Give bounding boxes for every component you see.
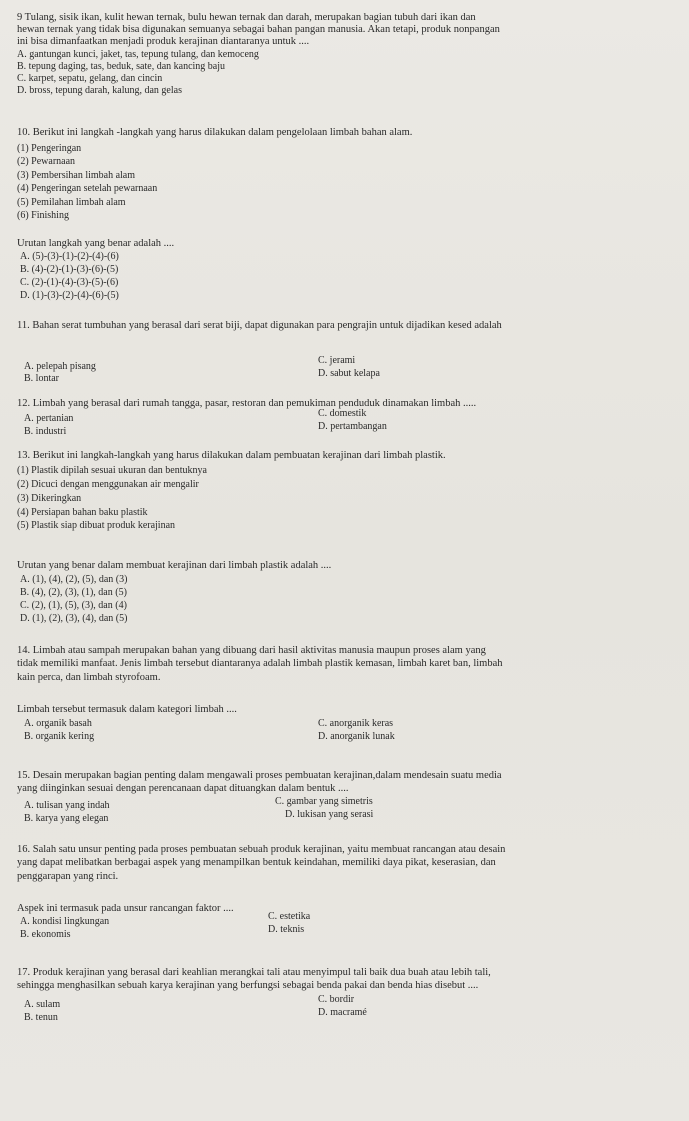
q14-option-c: C. anorganik keras xyxy=(318,718,394,729)
q10-prompt: Urutan langkah yang benar adalah .... xyxy=(17,238,175,249)
q15-line-2: yang diinginkan sesuai dengan perencanaan dapat dituangkan dalam bentuk .... xyxy=(17,783,349,794)
q10-option-b: B. (4)-(2)-(1)-(3)-(6)-(5) xyxy=(20,264,119,275)
q10-step-4: (4) Pengeringan setelah pewarnaan xyxy=(17,183,158,194)
q10-line-1: 10. Berikut ini langkah -langkah yang harus dilakukan dalam pengelolaan limbah bahan alam. xyxy=(17,127,413,138)
q13-step-3: (3) Dikeringkan xyxy=(17,493,82,504)
q13-prompt: Urutan yang benar dalam membuat kerajinan dari limbah plastik adalah .... xyxy=(17,560,332,571)
q16-option-c: C. estetika xyxy=(268,911,311,922)
q9-option-a: A. gantungan kunci, jaket, tas, tepung tulang, dan kemoceng xyxy=(17,49,259,60)
q13-line-1: 13. Berikut ini langkah-langkah yang harus dilakukan dalam pembuatan kerajinan dari limbah plastik. xyxy=(17,450,446,461)
q9-option-d: D. bross, tepung darah, kalung, dan gelas xyxy=(17,85,182,96)
q12-line-1: 12. Limbah yang berasal dari rumah tangga, pasar, restoran dan pemukiman penduduk dinamakan limbah ..... xyxy=(17,398,477,409)
q13-step-5: (5) Plastik siap dibuat produk kerajinan xyxy=(17,520,176,531)
q9-line-1: 9 Tulang, sisik ikan, kulit hewan ternak, bulu hewan ternak dan darah, merupakan bagian tubuh dari ikan dan xyxy=(17,12,476,23)
q9-option-c: C. karpet, sepatu, gelang, dan cincin xyxy=(17,73,163,84)
q10-step-3: (3) Pembersihan limbah alam xyxy=(17,170,136,181)
q13-option-d: D. (1), (2), (3), (4), dan (5) xyxy=(20,613,128,624)
q14-prompt: Limbah tersebut termasuk dalam kategori limbah .... xyxy=(17,704,237,715)
q12-option-a: A. pertanian xyxy=(24,413,74,424)
q17-option-a: A. sulam xyxy=(24,999,61,1010)
q17-line-2: sehingga menghasilkan sebuah karya kerajinan yang berfungsi sebagai benda pakai dan benda hias disebut .... xyxy=(17,980,479,991)
q11-line-1: 11. Bahan serat tumbuhan yang berasal dari serat biji, dapat digunakan para pengrajin untuk dijadikan kesed adalah xyxy=(17,320,502,331)
q14-line-1: 14. Limbah atau sampah merupakan bahan yang dibuang dari hasil aktivitas manusia maupun proses alam yang xyxy=(17,645,486,656)
q16-option-a: A. kondisi lingkungan xyxy=(20,916,110,927)
q10-step-1: (1) Pengeringan xyxy=(17,143,82,154)
q13-option-a: A. (1), (4), (2), (5), dan (3) xyxy=(20,574,128,585)
q17-option-c: C. bordir xyxy=(318,994,355,1005)
q15-option-c: C. gambar yang simetris xyxy=(275,796,373,807)
q11-option-c: C. jerami xyxy=(318,355,356,366)
q10-option-d: D. (1)-(3)-(2)-(4)-(6)-(5) xyxy=(20,290,119,301)
q10-step-5: (5) Pemilahan limbah alam xyxy=(17,197,126,208)
q12-option-b: B. industri xyxy=(24,426,67,437)
q17-line-1: 17. Produk kerajinan yang berasal dari keahlian merangkai tali atau menyimpul tali baik dua buah atau lebih tali, xyxy=(17,967,491,978)
q13-option-c: C. (2), (1), (5), (3), dan (4) xyxy=(20,600,127,611)
q15-option-d: D. lukisan yang serasi xyxy=(285,809,374,820)
q9-option-b: B. tepung daging, tas, beduk, sate, dan kancing baju xyxy=(17,61,226,72)
q9-line-3: ini bisa dimanfaatkan menjadi produk kerajinan diantaranya untuk .... xyxy=(17,36,310,47)
q14-line-2: tidak memiliki manfaat. Jenis limbah tersebut diantaranya adalah limbah plastik kemasan, limbah karet ban, limbah xyxy=(17,658,503,669)
q17-option-b: B. tenun xyxy=(24,1012,58,1023)
q11-option-b: B. lontar xyxy=(24,373,59,384)
q13-step-2: (2) Dicuci dengan menggunakan air mengalir xyxy=(17,479,199,490)
q15-option-b: B. karya yang elegan xyxy=(24,813,109,824)
q13-step-1: (1) Plastik dipilah sesuai ukuran dan bentuknya xyxy=(17,465,207,476)
q16-option-d: D. teknis xyxy=(268,924,305,935)
q16-line-1: 16. Salah satu unsur penting pada proses pembuatan sebuah produk kerajinan, yaitu membuat rancangan atau desain xyxy=(17,844,506,855)
q12-option-c: C. domestik xyxy=(318,408,367,419)
q9-line-2: hewan ternak yang tidak bisa digunakan semuanya sebagai bahan pangan manusia. Akan tetapi, produk nonpangan xyxy=(17,24,500,35)
q13-option-b: B. (4), (2), (3), (1), dan (5) xyxy=(20,587,127,598)
q10-step-6: (6) Finishing xyxy=(17,210,69,221)
q16-option-b: B. ekonomis xyxy=(20,929,71,940)
q17-option-d: D. macramé xyxy=(318,1007,367,1018)
q14-option-a: A. organik basah xyxy=(24,718,92,729)
q16-line-2: yang dapat melibatkan berbagai aspek yang menampilkan bentuk keindahan, memiliki daya pikat, keserasian, dan xyxy=(17,857,496,868)
q14-line-3: kain perca, dan limbah styrofoam. xyxy=(17,672,161,683)
q10-step-2: (2) Pewarnaan xyxy=(17,156,76,167)
q11-option-d: D. sabut kelapa xyxy=(318,368,380,379)
q16-prompt: Aspek ini termasuk pada unsur rancangan faktor .... xyxy=(17,903,234,914)
q10-option-c: C. (2)-(1)-(4)-(3)-(5)-(6) xyxy=(20,277,119,288)
q14-option-d: D. anorganik lunak xyxy=(318,731,395,742)
q16-line-3: penggarapan yang rinci. xyxy=(17,871,119,882)
q11-option-a: A. pelepah pisang xyxy=(24,361,96,372)
q15-line-1: 15. Desain merupakan bagian penting dalam mengawali proses pembuatan kerajinan,dalam mendesain suatu media xyxy=(17,770,502,781)
q13-step-4: (4) Persiapan bahan baku plastik xyxy=(17,507,148,518)
q15-option-a: A. tulisan yang indah xyxy=(24,800,110,811)
q10-option-a: A. (5)-(3)-(1)-(2)-(4)-(6) xyxy=(20,251,119,262)
q12-option-d: D. pertambangan xyxy=(318,421,387,432)
q14-option-b: B. organik kering xyxy=(24,731,95,742)
